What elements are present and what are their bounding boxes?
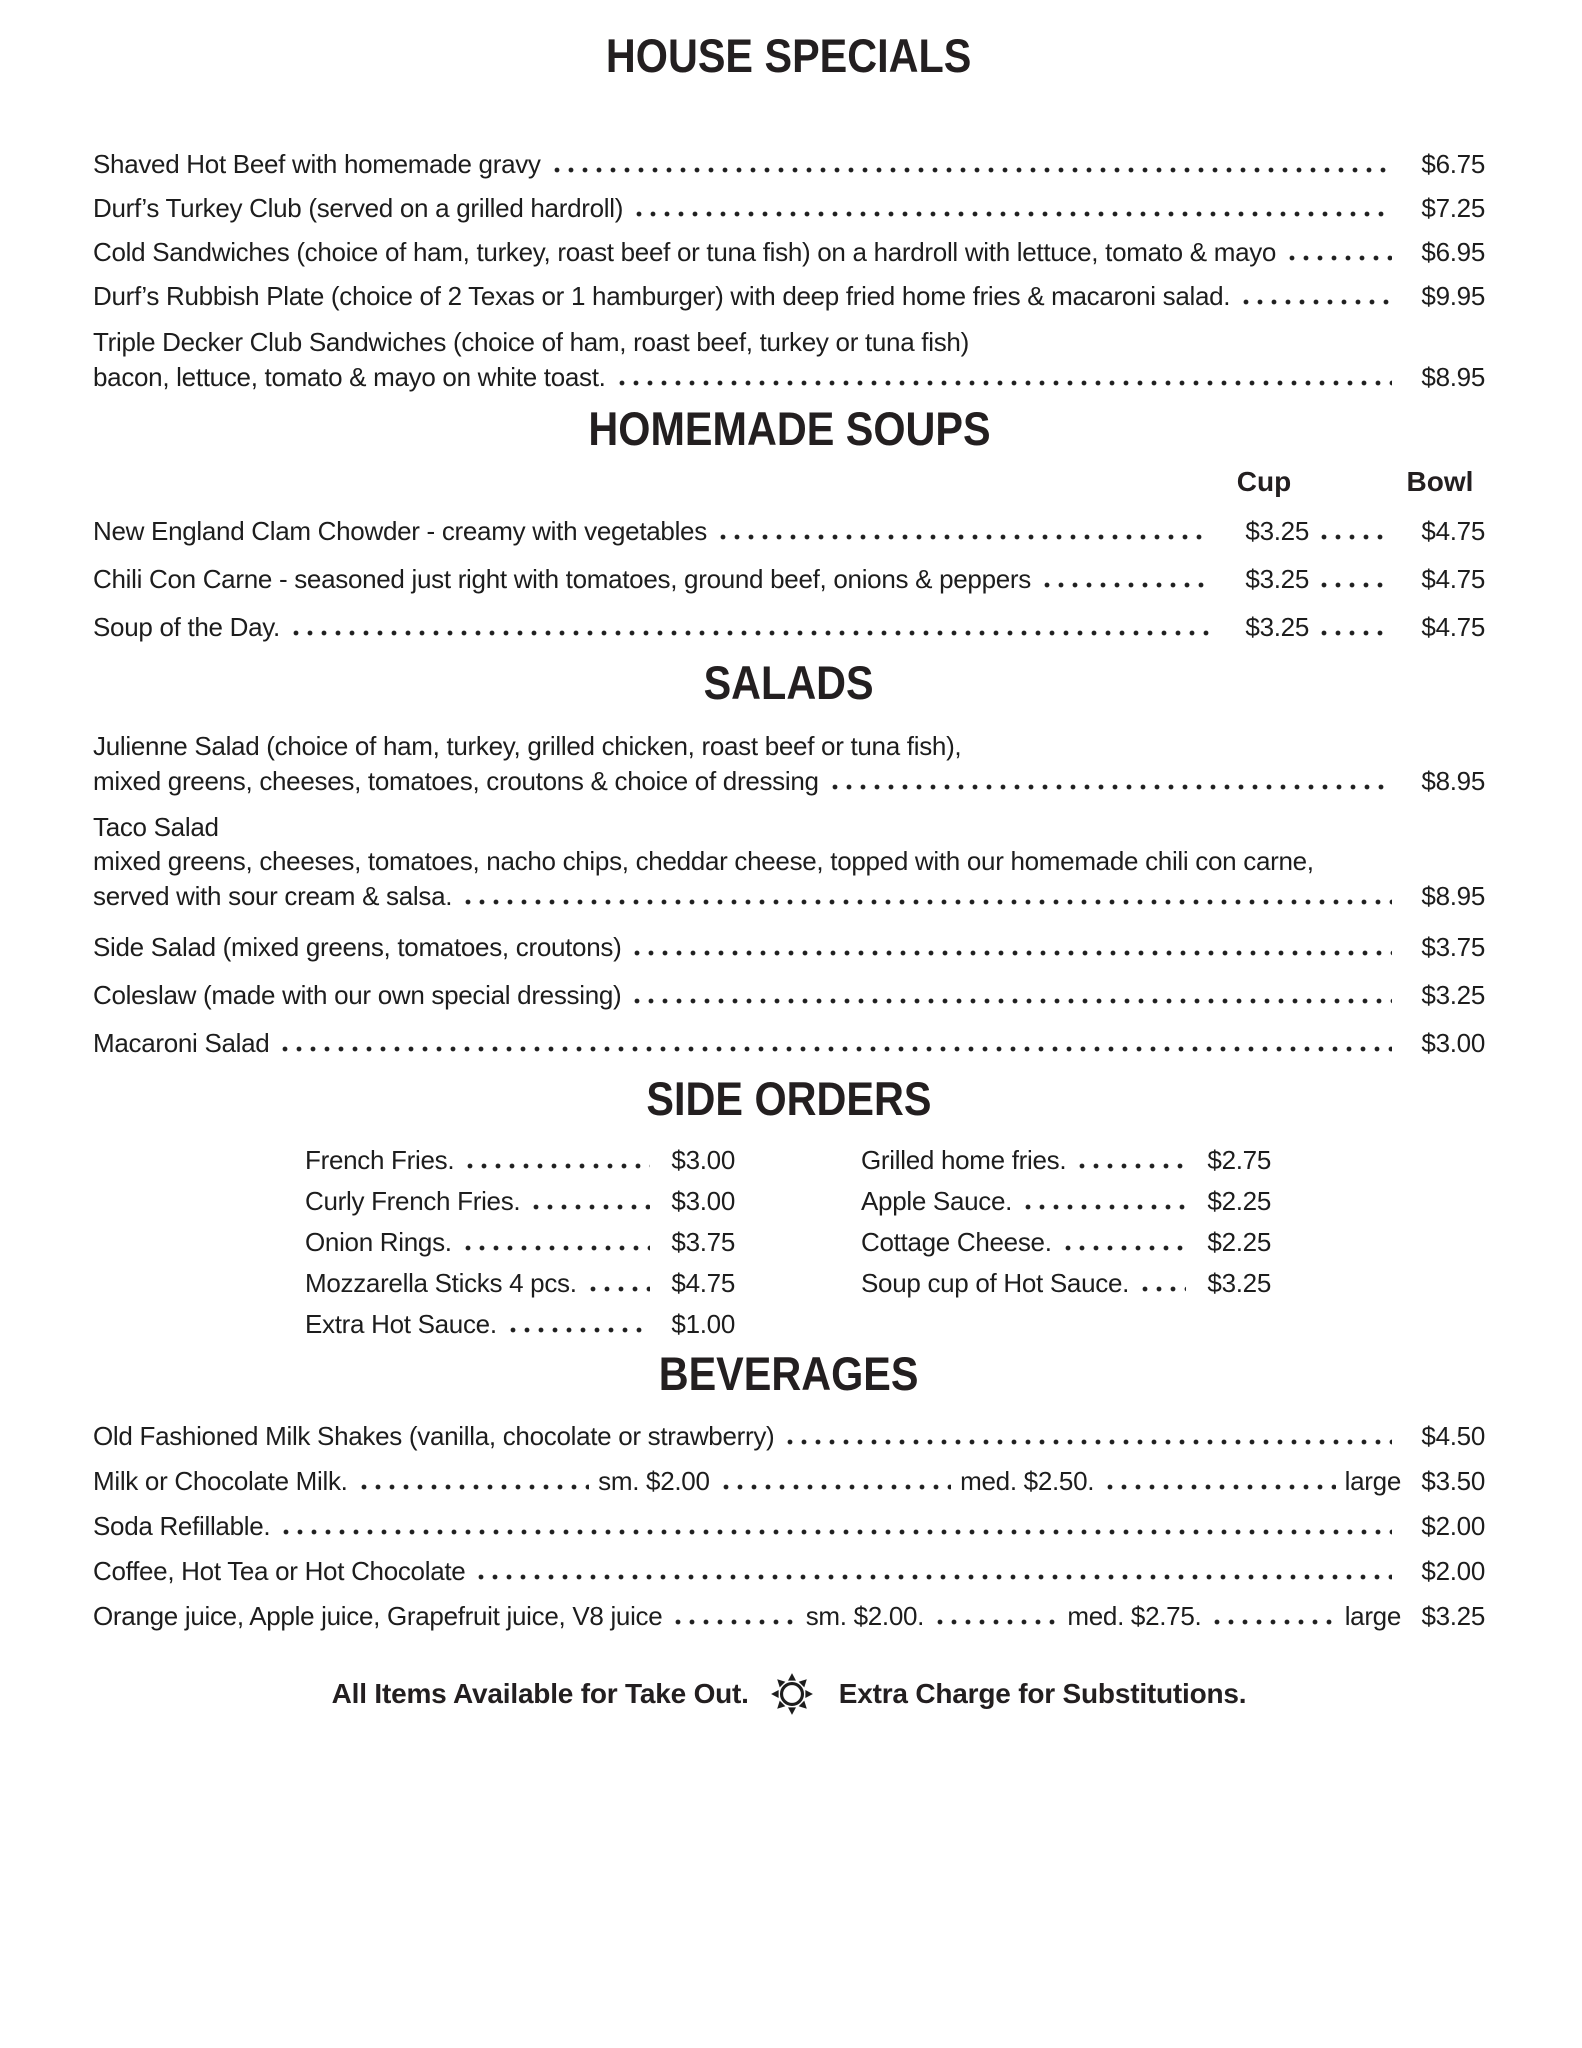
dot-leader (1210, 1619, 1335, 1625)
item-label: Coleslaw (made with our own special dressing) (93, 980, 622, 1010)
dot-leader (716, 534, 1210, 540)
dot-leader (463, 1163, 650, 1169)
menu-item (93, 977, 1485, 1014)
item-label: New England Clam Chowder - creamy with vegetables (93, 516, 707, 546)
soup-column-headers (93, 465, 1485, 499)
dot-leader (1075, 1163, 1186, 1169)
bowl-price: $4.75 (1421, 516, 1485, 546)
dot-leader (474, 1574, 1392, 1580)
side-orders-right-column (861, 1143, 1271, 1348)
sun-icon (769, 1671, 815, 1717)
menu-item (93, 561, 1485, 598)
section-title-text: BEVERAGES (659, 1347, 919, 1400)
section-title (93, 403, 1485, 455)
side-orders-left-column (305, 1143, 735, 1348)
item-priced-line (93, 763, 1485, 800)
item-label: Onion Rings. (305, 1227, 452, 1257)
item-label: Soup cup of Hot Sauce. (861, 1268, 1130, 1298)
dot-leader (719, 1484, 952, 1490)
item-price: $3.50 (1421, 1466, 1485, 1496)
large-size-label: large (1344, 1466, 1401, 1496)
section-beverages (93, 1348, 1485, 1635)
cup-price: $3.25 (1245, 612, 1309, 642)
dot-leader (506, 1327, 650, 1333)
large-size-label: large (1344, 1601, 1402, 1631)
item-label-line3: served with sour cream & salsa. (93, 881, 453, 911)
item-label: Triple Decker Club Sandwiches (choice of ham, roast beef, turkey or tuna fish) (93, 327, 969, 357)
item-price: $3.25 (1207, 1268, 1271, 1298)
item-priced-line (93, 359, 1485, 396)
bowl-price: $4.75 (1421, 564, 1485, 594)
item-label: Old Fashioned Milk Shakes (vanilla, chocolate or strawberry) (93, 1421, 775, 1451)
dot-leader (586, 1286, 650, 1292)
item-price: $3.00 (671, 1186, 735, 1216)
dot-leader (933, 1619, 1058, 1625)
dot-leader (289, 630, 1210, 636)
dot-leader (1317, 630, 1387, 636)
item-label: Coffee, Hot Tea or Hot Chocolate (93, 1556, 466, 1586)
cup-price: $3.25 (1245, 564, 1309, 594)
dot-leader (461, 1245, 650, 1251)
menu-item (93, 278, 1485, 315)
item-price: $3.75 (1421, 932, 1485, 962)
section-salads (93, 657, 1485, 1062)
dot-leader (1138, 1286, 1186, 1292)
dot-leader (1103, 1484, 1336, 1490)
section-homemade-soups (93, 403, 1485, 646)
item-price: $3.75 (671, 1227, 735, 1257)
menu-item (861, 1184, 1271, 1218)
dot-leader (1317, 534, 1387, 540)
menu-item (305, 1184, 735, 1218)
item-price: $8.95 (1421, 881, 1485, 911)
dot-leader (632, 211, 1392, 217)
substitutions-note: Extra Charge for Substitutions. (838, 1678, 1247, 1709)
item-price: $7.25 (1421, 193, 1485, 223)
section-title-text: SIDE ORDERS (646, 1072, 932, 1125)
item-label: Extra Hot Sauce. (305, 1309, 497, 1339)
item-price: $2.75 (1207, 1145, 1271, 1175)
section-title-text: HOMEMADE SOUPS (587, 402, 991, 455)
menu-item (861, 1225, 1271, 1259)
item-label: Cold Sandwiches (choice of ham, turkey, roast beef or tuna fish) on a hardroll with lettuce, tomato & mayo (93, 237, 1277, 267)
small-size-price: sm. $2.00 (598, 1466, 710, 1496)
item-price: $2.25 (1207, 1227, 1271, 1257)
item-price: $6.75 (1421, 149, 1485, 179)
bowl-column-header: Bowl (1406, 466, 1474, 497)
item-price: $2.00 (1421, 1511, 1485, 1541)
house-specials-items (93, 146, 1485, 396)
item-price: $2.25 (1207, 1186, 1271, 1216)
menu-item (93, 1025, 1485, 1062)
menu-item (93, 1508, 1485, 1545)
menu-item (305, 1307, 735, 1341)
dot-leader (357, 1484, 590, 1490)
menu-item (93, 513, 1485, 550)
item-label: Chili Con Carne - seasoned just right with tomatoes, ground beef, onions & peppers (93, 564, 1031, 594)
item-label-line2: mixed greens, cheeses, tomatoes, nacho chips, cheddar cheese, topped with our homemade chili con carne, (93, 846, 1314, 876)
side-orders-columns (305, 1143, 1485, 1348)
section-house-specials (93, 30, 1485, 396)
item-label: French Fries. (305, 1145, 455, 1175)
section-side-orders (93, 1073, 1485, 1348)
item-price: $4.75 (671, 1268, 735, 1298)
dot-leader (1317, 582, 1387, 588)
dot-leader (1239, 299, 1392, 305)
dot-leader (1021, 1204, 1186, 1210)
item-priced-line (93, 878, 1485, 915)
item-price: $9.95 (1421, 281, 1485, 311)
menu-item (93, 234, 1485, 271)
footer-note (93, 1671, 1485, 1717)
menu-item (93, 325, 1485, 396)
soup-items (93, 513, 1485, 646)
medium-size-price: med. $2.50. (960, 1466, 1095, 1496)
dot-leader (630, 950, 1392, 956)
dot-leader (671, 1619, 796, 1625)
menu-item (93, 1598, 1485, 1635)
item-price: $3.25 (1421, 1601, 1486, 1631)
menu-item (93, 810, 1485, 915)
item-price: $6.95 (1421, 237, 1485, 267)
section-title-text: SALADS (703, 656, 875, 709)
item-label: Milk or Chocolate Milk. (93, 1466, 348, 1496)
section-title (93, 1073, 1485, 1125)
item-price: $3.00 (1421, 1028, 1485, 1058)
dot-leader (1040, 582, 1210, 588)
item-label: Side Salad (mixed greens, tomatoes, croutons) (93, 932, 622, 962)
item-label: Curly French Fries. (305, 1186, 521, 1216)
dot-leader (278, 1046, 1392, 1052)
dot-leader (630, 998, 1392, 1004)
cup-price: $3.25 (1245, 516, 1309, 546)
item-label: Durf’s Turkey Club (served on a grilled hardroll) (93, 193, 624, 223)
item-label: Soup of the Day. (93, 612, 280, 642)
menu-item (93, 1463, 1485, 1500)
menu-item (93, 609, 1485, 646)
dot-leader (783, 1439, 1392, 1445)
item-label: Macaroni Salad (93, 1028, 270, 1058)
bowl-price: $4.75 (1421, 612, 1485, 642)
section-title (93, 30, 1485, 82)
dot-leader (615, 380, 1392, 386)
menu-item (93, 729, 1485, 800)
small-size-price: sm. $2.00. (805, 1601, 925, 1631)
item-price: $4.50 (1421, 1421, 1485, 1451)
menu-item (93, 1553, 1485, 1590)
menu-item (305, 1266, 735, 1300)
item-label: Julienne Salad (choice of ham, turkey, grilled chicken, roast beef or tuna fish), (93, 731, 962, 761)
menu-item (93, 929, 1485, 966)
dot-leader (461, 899, 1392, 905)
item-label: Apple Sauce. (861, 1186, 1013, 1216)
item-label: Orange juice, Apple juice, Grapefruit juice, V8 juice (93, 1601, 663, 1631)
item-price: $2.00 (1421, 1556, 1485, 1586)
dot-leader (279, 1529, 1392, 1535)
section-title (93, 657, 1485, 709)
item-label-line2: bacon, lettuce, tomato & mayo on white toast. (93, 362, 606, 392)
beverage-items (93, 1418, 1485, 1635)
menu-item (861, 1266, 1271, 1300)
item-price: $8.95 (1421, 766, 1485, 796)
takeout-note: All Items Available for Take Out. (331, 1678, 749, 1709)
item-price: $1.00 (671, 1309, 735, 1339)
menu-item (305, 1143, 735, 1177)
item-label: Mozzarella Sticks 4 pcs. (305, 1268, 577, 1298)
dot-leader (550, 167, 1392, 173)
item-label: Taco Salad (93, 812, 219, 842)
cup-column-header: Cup (1236, 466, 1292, 497)
section-title (93, 1348, 1485, 1400)
menu-item (861, 1143, 1271, 1177)
item-price: $3.25 (1421, 980, 1485, 1010)
dot-leader (1061, 1245, 1186, 1251)
menu-item (305, 1225, 735, 1259)
item-label: Cottage Cheese. (861, 1227, 1052, 1257)
item-label: Soda Refillable. (93, 1511, 271, 1541)
dot-leader (529, 1204, 650, 1210)
item-label-line2: mixed greens, cheeses, tomatoes, croutons & choice of dressing (93, 766, 819, 796)
dot-leader (1285, 255, 1392, 261)
medium-size-price: med. $2.75. (1067, 1601, 1202, 1631)
item-price: $8.95 (1421, 362, 1485, 392)
item-label: Grilled home fries. (861, 1145, 1067, 1175)
menu-item (93, 146, 1485, 183)
item-label: Durf’s Rubbish Plate (choice of 2 Texas or 1 hamburger) with deep fried home fries & macaroni salad. (93, 281, 1231, 311)
section-title-text: HOUSE SPECIALS (606, 29, 972, 82)
item-price: $3.00 (671, 1145, 735, 1175)
item-label: Shaved Hot Beef with homemade gravy (93, 149, 541, 179)
menu-item (93, 190, 1485, 227)
dot-leader (828, 784, 1392, 790)
menu-item (93, 1418, 1485, 1455)
